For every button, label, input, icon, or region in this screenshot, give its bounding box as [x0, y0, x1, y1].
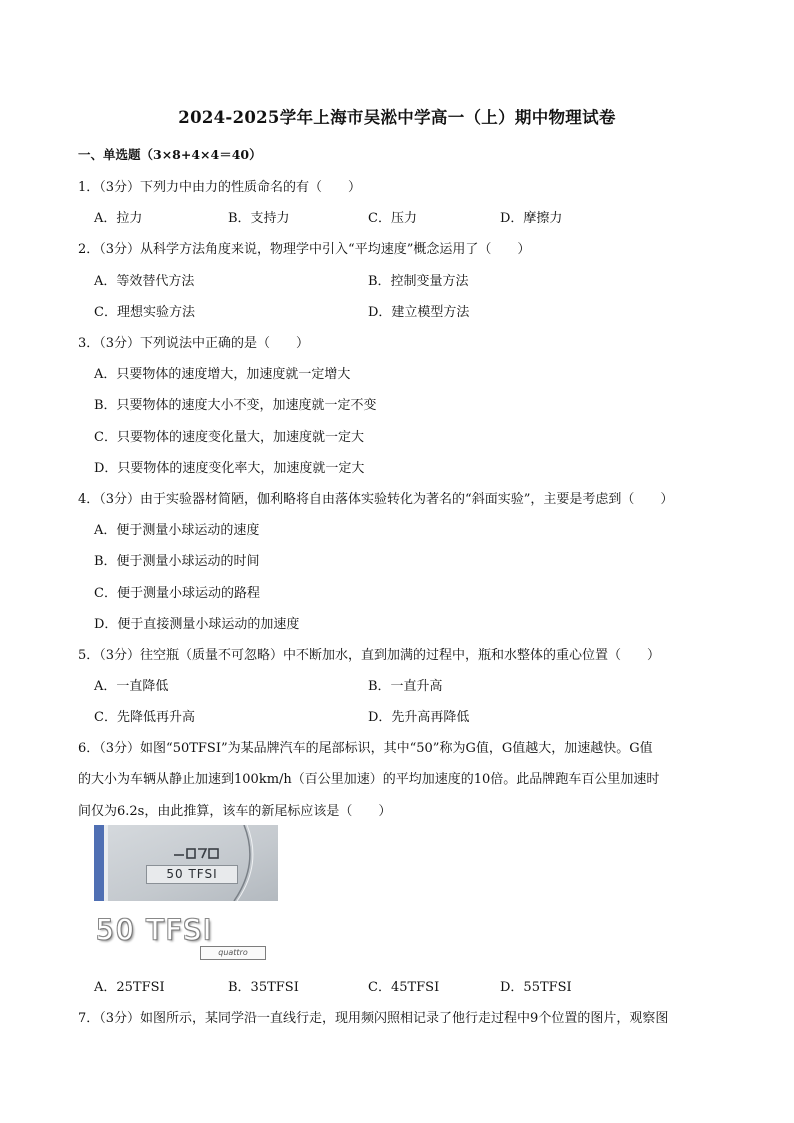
car-tail-photo: [94, 825, 278, 901]
question-1-option-d: D．摩擦力: [500, 211, 563, 226]
car-tail-illustration: [94, 825, 278, 901]
question-2-option-b: B．控制变量方法: [368, 274, 469, 289]
question-3-option-c: C．只要物体的速度变化量大，加速度就一定大: [94, 430, 364, 445]
question-5-option-c: C．先降低再升高: [94, 710, 195, 725]
question-5-stem: 5．（3分）往空瓶（质量不可忽略）中不断加水，直到加满的过程中，瓶和水整体的重心位置（ ）: [78, 648, 661, 663]
question-4-stem: 4．（3分）由于实验器材简陋，伽利略将自由落体实验转化为著名的“斜面实验”，主要是考虑到（ ）: [78, 492, 674, 507]
badge-large-text: 50 TFSI: [96, 913, 214, 946]
question-6-option-a: A．25TFSI: [94, 980, 165, 995]
page-title: 2024-2025学年上海市吴淞中学高一（上）期中物理试卷: [178, 108, 616, 127]
question-2-option-a: A．等效替代方法: [94, 274, 195, 289]
question-5-option-b: B．一直升高: [368, 679, 443, 694]
question-3-option-a: A．只要物体的速度增大，加速度就一定增大: [94, 367, 351, 382]
question-6-option-c: C．45TFSI: [368, 980, 440, 995]
question-6-option-d: D．55TFSI: [500, 980, 572, 995]
section-heading: 一、单选题（3×8+4×4＝40）: [78, 147, 262, 162]
question-1-stem: 1．（3分）下列力中由力的性质命名的有（ ）: [78, 180, 362, 195]
question-6-stem-line-1: 6．（3分）如图“50TFSI”为某品牌汽车的尾部标识，其中“50”称为G值，G值越大，加速越快。G值: [78, 741, 653, 756]
badge-sub-text: quattro: [200, 946, 266, 960]
badge-small-text: 50 TFSI: [146, 865, 238, 884]
question-1-option-a: A．拉力: [94, 211, 143, 226]
badge-photo: [94, 910, 278, 964]
question-3-option-b: B．只要物体的速度大小不变，加速度就一定不变: [94, 398, 377, 413]
question-3-option-d: D．只要物体的速度变化率大，加速度就一定大: [94, 461, 365, 476]
question-6-stem-line-3: 间仅为6.2s，由此推算，该车的新尾标应该是（ ）: [78, 804, 392, 819]
question-6-stem-line-2: 的大小为车辆从静止加速到100km/h（百公里加速）的平均加速度的10倍。此品牌跑车百公里加速时: [78, 772, 660, 787]
question-5-option-d: D．先升高再降低: [368, 710, 470, 725]
question-2-option-c: C．理想实验方法: [94, 305, 195, 320]
question-4-option-c: C．便于测量小球运动的路程: [94, 586, 260, 601]
question-4-option-d: D．便于直接测量小球运动的加速度: [94, 617, 300, 632]
question-6-option-b: B．35TFSI: [228, 980, 299, 995]
question-4-option-a: A．便于测量小球运动的速度: [94, 523, 260, 538]
question-4-option-b: B．便于测量小球运动的时间: [94, 554, 260, 569]
question-1-option-b: B．支持力: [228, 211, 290, 226]
question-2-option-d: D．建立模型方法: [368, 305, 470, 320]
question-5-option-a: A．一直降低: [94, 679, 169, 694]
question-3-stem: 3．（3分）下列说法中正确的是（ ）: [78, 336, 310, 351]
question-7-stem-line-1: 7．（3分）如图所示，某同学沿一直线行走，现用频闪照相记录了他行走过程中9个位置的图片，观察图: [78, 1011, 669, 1026]
question-2-stem: 2．（3分）从科学方法角度来说，物理学中引入“平均速度”概念运用了（ ）: [78, 242, 531, 257]
question-1-option-c: C．压力: [368, 211, 417, 226]
